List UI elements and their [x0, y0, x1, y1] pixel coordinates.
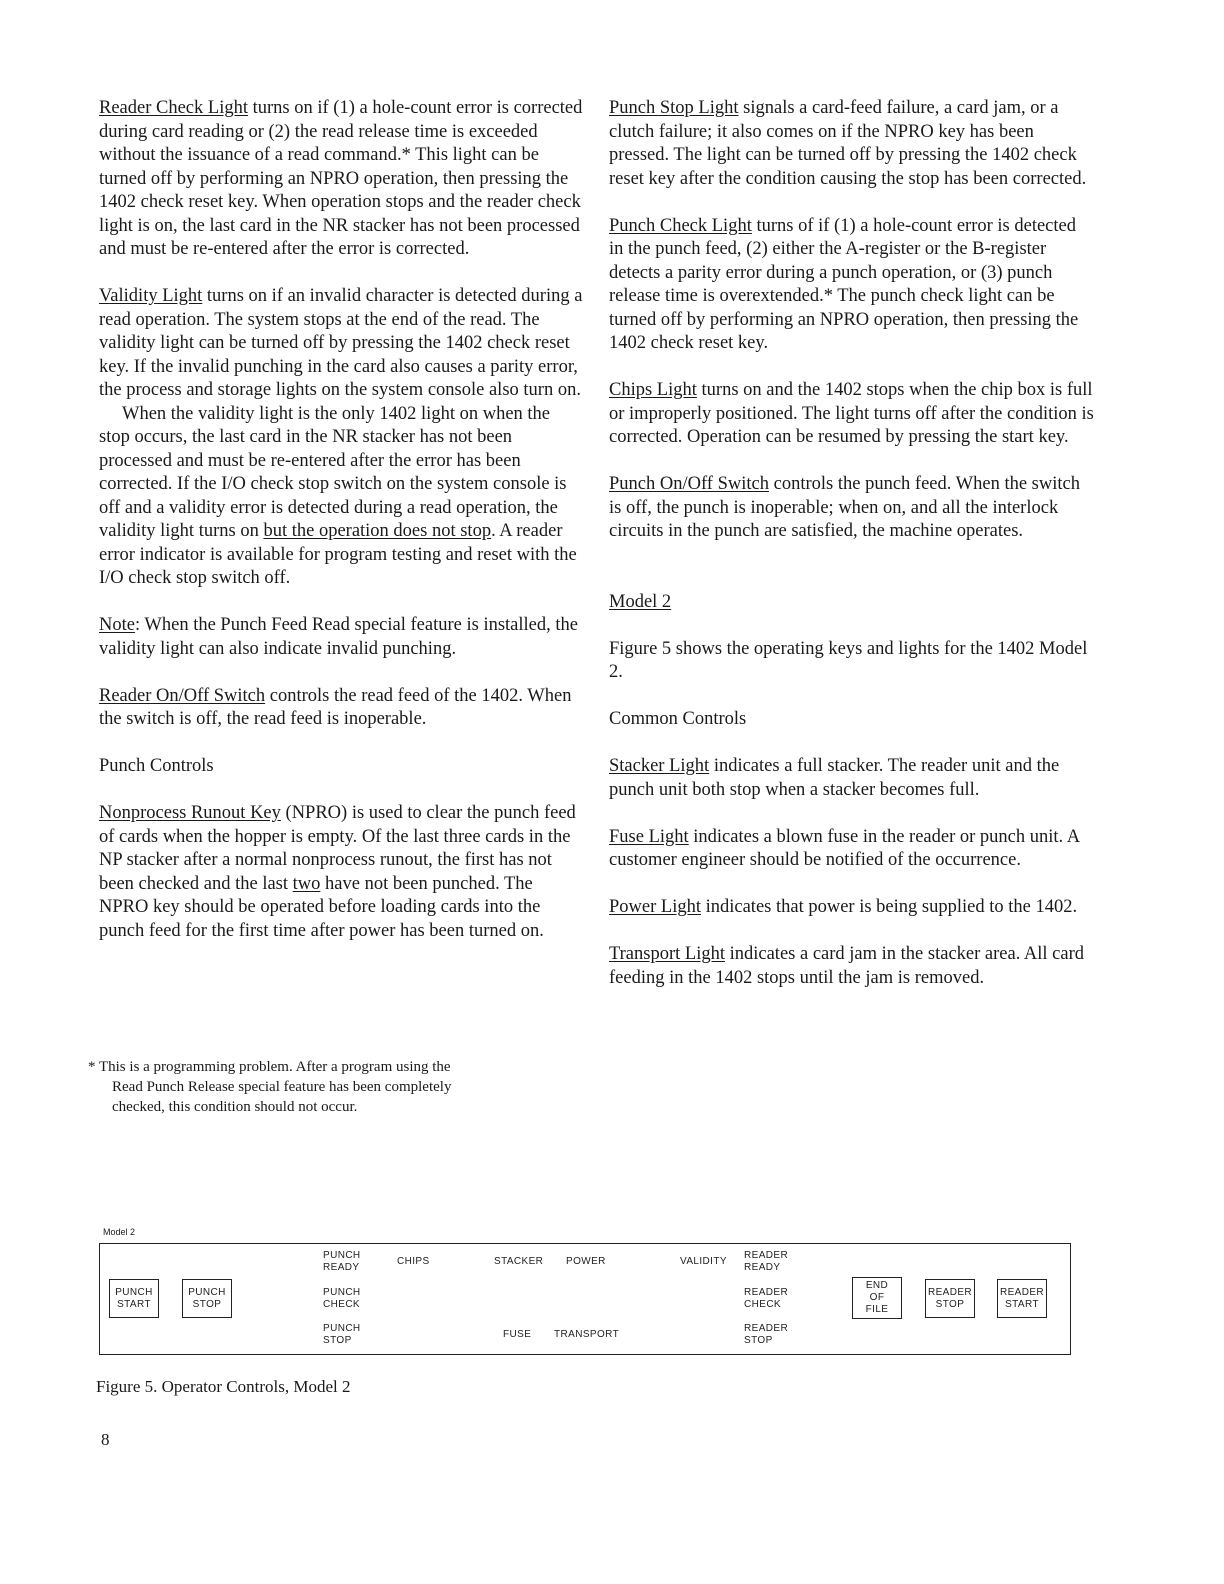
punch-start-key[interactable]: PUNCH START	[109, 1279, 159, 1318]
reader-check-text: turns on if (1) a hole-count error is corrected during card reading or (2) the read release time is exceeded without the issuance of a read command.* This light can be turned off by performing an NPRO operation, then pressing the 1402 check reset key. When operation stops and the reader check light is on, the last card in the NR stacker has not been processed and must be re-entered after the error is corrected.	[99, 98, 583, 259]
figure-model-label: Model 2	[103, 1227, 136, 1237]
power-light: POWER	[566, 1256, 606, 1267]
power-text: indicates that power is being supplied to the 1402.	[700, 897, 1078, 917]
chips-term: Chips Light	[609, 380, 697, 400]
fuse-paragraph	[609, 826, 1094, 873]
validity-term: Validity Light	[99, 286, 203, 306]
figure-ref-paragraph: Figure 5 shows the operating keys and lights for the 1402 Model 2.	[609, 638, 1088, 682]
fuse-term: Fuse Light	[609, 826, 689, 847]
reader-ready-light: READER READY	[744, 1250, 789, 1273]
reader-stop-light: READER STOP	[744, 1323, 789, 1346]
punch-controls-heading: Punch Controls	[99, 756, 214, 776]
punch-switch-paragraph	[609, 473, 1094, 544]
npro-text-pre: (NPRO) is used to clear the punch feed of cards when the hopper is empty. Of the last three cards in the NP stacker after a normal nonprocess runout, the first has not been checked and the last	[99, 803, 576, 894]
stacker-term: Stacker Light	[609, 756, 710, 776]
punch-switch-text: controls the punch feed. When the switch is off, the punch is inoperable; when on, and all the interlock circuits in the punch are satisfied, the machine operates.	[609, 474, 1080, 541]
right-column	[609, 97, 1094, 1014]
page-number: 8	[101, 1430, 110, 1449]
validity-paragraph	[99, 285, 584, 403]
validity-para2-post: . A reader error indicator is available for program testing and reset with the I/O check stop switch off.	[99, 521, 577, 588]
reader-check-light: READER CHECK	[744, 1287, 789, 1310]
stacker-paragraph	[609, 755, 1094, 802]
reader-check-term: Reader Check Light	[99, 98, 248, 118]
npro-text-post: have not been punched. The NPRO key should be operated before loading cards into the punch feed for the first time after power has been turned on.	[99, 873, 544, 941]
footnote-line-1: * This is a programming problem. After a program using the	[88, 1059, 451, 1075]
punch-stop-term: Punch Stop Light	[609, 98, 739, 118]
footnote	[88, 1057, 548, 1117]
transport-text: indicates a card jam in the stacker area. All card feeding in the 1402 stops until the jam is removed.	[609, 944, 1085, 988]
reader-check-paragraph	[99, 97, 584, 262]
transport-paragraph	[609, 943, 1094, 990]
punch-stop-key[interactable]: PUNCH STOP	[182, 1279, 232, 1318]
validity-paragraph-2	[99, 403, 584, 591]
punch-check-term: Punch Check Light	[609, 215, 752, 236]
section-spacer	[609, 567, 1094, 591]
stacker-light: STACKER	[494, 1256, 544, 1267]
reader-switch-text: controls the read feed of the 1402. When the switch is off, the read feed is inoperable.	[99, 685, 572, 729]
figure-caption: Figure 5. Operator Controls, Model 2	[96, 1377, 351, 1396]
power-paragraph	[609, 896, 1094, 920]
reader-switch-paragraph	[99, 685, 584, 732]
fuse-text: indicates a blown fuse in the reader or punch unit. A customer engineer should be notified of the occurrence.	[609, 826, 1080, 870]
transport-term: Transport Light	[609, 944, 725, 964]
punch-check-light: PUNCH CHECK	[323, 1287, 361, 1310]
validity-text: turns on if an invalid character is detected during a read operation. The system stops at the end of the read. The validity light can be turned off by pressing the 1402 check reset key. If the invalid punching in the card also causes a parity error, the process and storage lights on the system console also turn on.	[99, 286, 583, 400]
note-text: : When the Punch Feed Read special feature is installed, the validity light can also indicate invalid punching.	[99, 615, 578, 659]
npro-text-underlined: two	[292, 873, 321, 894]
reader-start-key[interactable]: READER START	[997, 1279, 1047, 1318]
chips-paragraph	[609, 379, 1094, 450]
footnote-line-2: Read Punch Release special feature has been completely	[112, 1079, 452, 1095]
chips-text: turns on and the 1402 stops when the chip box is full or improperly positioned. The light turns off after the condition is corrected. Operation can be resumed by pressing the start key.	[609, 380, 1094, 447]
end-of-file-key[interactable]: END OF FILE	[852, 1277, 902, 1319]
power-term: Power Light	[609, 897, 701, 917]
footnote-line-3: checked, this condition should not occur.	[112, 1099, 358, 1115]
punch-stop-text: signals a card-feed failure, a card jam, or a clutch failure; it also comes on if the NPRO key has been pressed. The light can be turned off by pressing the 1402 check reset key after the condition causing the stop has been corrected.	[609, 98, 1087, 189]
note-paragraph	[99, 614, 584, 661]
punch-stop-paragraph	[609, 97, 1094, 191]
validity-light: VALIDITY	[680, 1256, 727, 1267]
note-term: Note	[99, 615, 135, 635]
npro-paragraph	[99, 802, 584, 943]
model2-heading: Model 2	[609, 591, 672, 612]
punch-ready-light: PUNCH READY	[323, 1250, 361, 1273]
fuse-light: FUSE	[503, 1329, 532, 1340]
punch-check-text: turns of if (1) a hole-count error is detected in the punch feed, (2) either the A-register or the B-register detects a parity error during a punch operation, or (3) punch release time is overextended.* The punch check light can be turned off by performing an NPRO operation, then pressing the 1402 check reset key.	[609, 215, 1079, 353]
punch-switch-term: Punch On/Off Switch	[609, 474, 769, 494]
validity-para2-underlined: but the operation does not stop	[263, 521, 492, 541]
common-controls-heading: Common Controls	[609, 709, 747, 729]
reader-switch-term: Reader On/Off Switch	[99, 685, 266, 706]
transport-light: TRANSPORT	[554, 1329, 620, 1340]
punch-check-paragraph	[609, 215, 1094, 356]
validity-para2-pre: When the validity light is the only 1402 light on when the stop occurs, the last card in the NR stacker has not been processed and must be re-entered after the error has been corrected. If the I/O check stop switch on the system console is off and a validity error is detected during a read operation, the validity light turns on	[99, 403, 567, 541]
stacker-text: indicates a full stacker. The reader unit and the punch unit both stop when a stacker becomes full.	[609, 756, 1060, 800]
operator-panel	[99, 1243, 1071, 1355]
left-column	[99, 97, 584, 967]
punch-stop-light: PUNCH STOP	[323, 1323, 361, 1346]
chips-light: CHIPS	[397, 1256, 430, 1267]
npro-term: Nonprocess Runout Key	[99, 803, 281, 823]
reader-stop-key[interactable]: READER STOP	[925, 1279, 975, 1318]
